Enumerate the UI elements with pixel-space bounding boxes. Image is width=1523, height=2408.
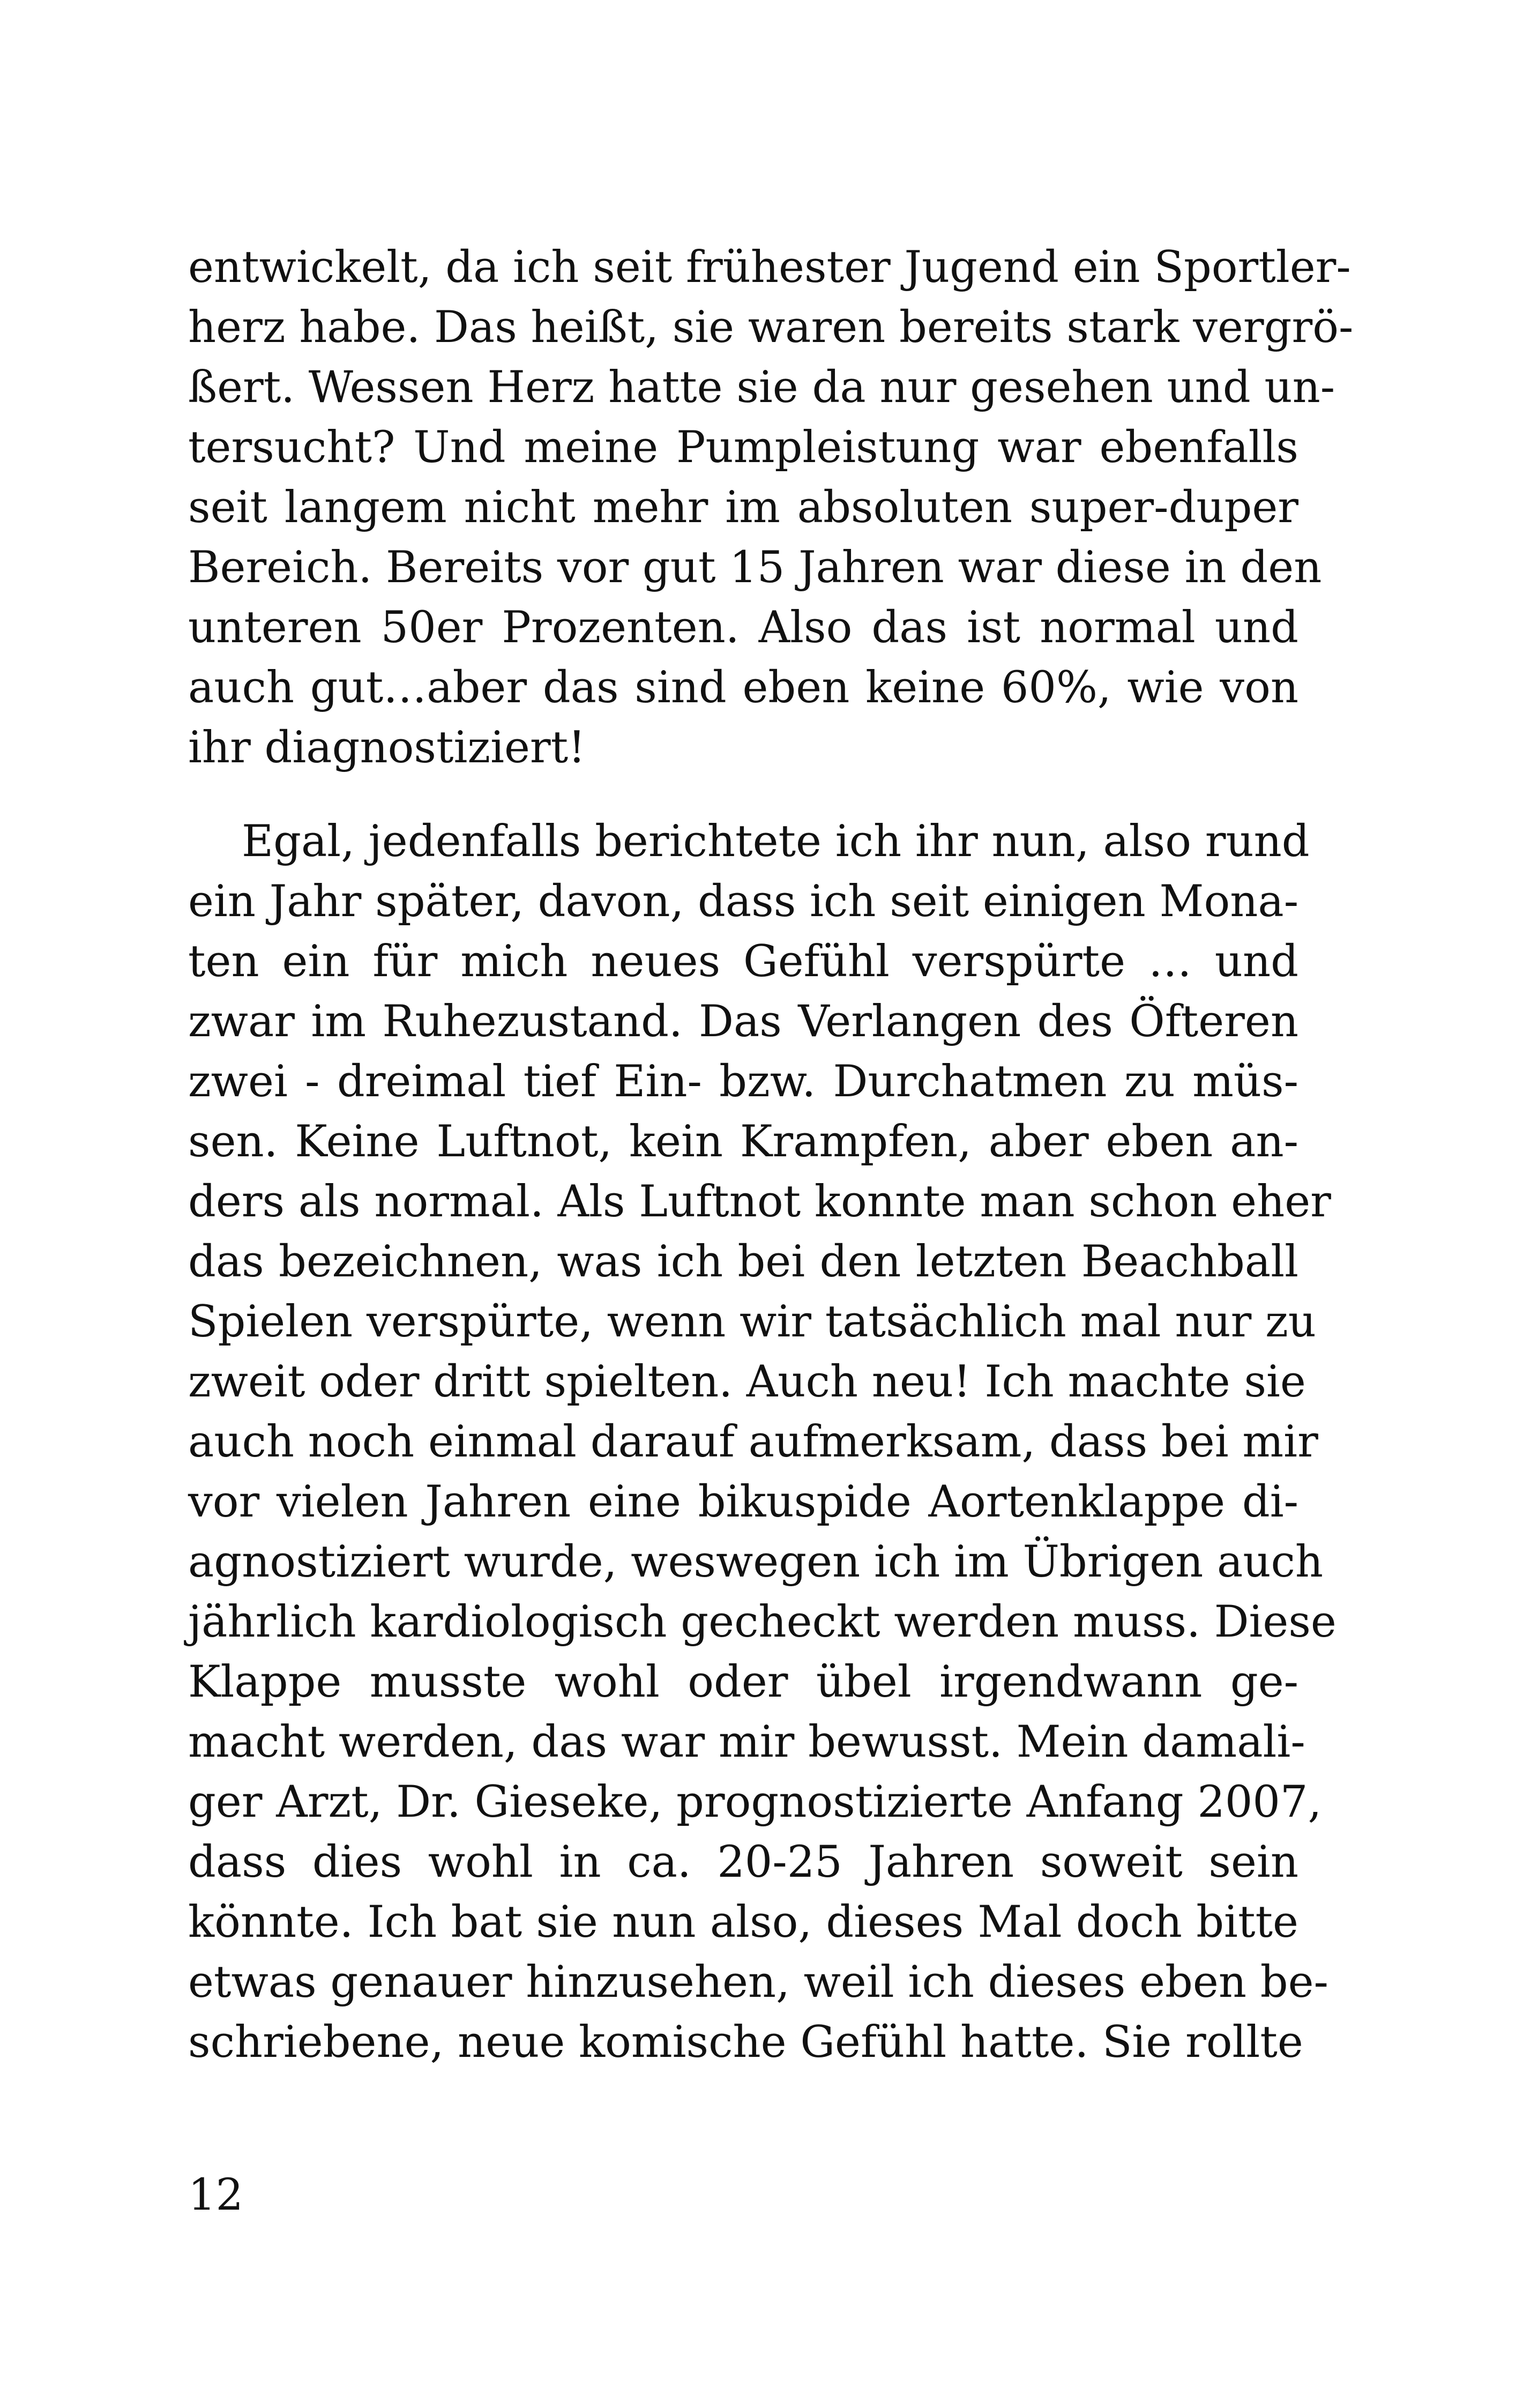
text-line: jährlich kardiologisch gecheckt werden muss. Diese <box>188 1597 1337 1647</box>
text-line: ten ein für mich neues Gefühl verspürte … und <box>188 937 1298 987</box>
text-line: vor vielen Jahren eine bikuspide Aortenklappe di- <box>188 1477 1298 1527</box>
text-line: zweit oder dritt spielten. Auch neu! Ich machte sie <box>188 1357 1306 1407</box>
text-line: dass dies wohl in ca. 20-25 Jahren soweit sein <box>188 1837 1298 1887</box>
text-line: auch noch einmal darauf aufmerksam, dass bei mir <box>188 1417 1318 1467</box>
text-line: ein Jahr später, davon, dass ich seit einigen Mona- <box>188 876 1299 927</box>
text-line: seit langem nicht mehr im absoluten super-duper <box>188 482 1298 533</box>
text-line: ger Arzt, Dr. Gieseke, prognostizierte Anfang 2007, <box>188 1777 1322 1827</box>
text-line: ders als normal. Als Luftnot konnte man schon eher <box>188 1177 1331 1227</box>
text-line: unteren 50er Prozenten. Also das ist normal und <box>188 603 1298 653</box>
paragraph-2 <box>188 812 1337 2072</box>
text-line: zwar im Ruhezustand. Das Verlangen des Öfteren <box>188 997 1298 1047</box>
text-line: sen. Keine Luftnot, kein Krampfen, aber eben an- <box>188 1117 1298 1167</box>
text-line: entwickelt, da ich seit frühester Jugend ein Sportler- <box>188 242 1351 293</box>
text-line: das bezeichnen, was ich bei den letzten Beachball <box>188 1237 1298 1287</box>
text-line: etwas genauer hinzusehen, weil ich dieses eben be- <box>188 1957 1328 2008</box>
text-line: schriebene, neue komische Gefühl hatte. Sie rollte <box>188 2017 1303 2068</box>
page-number: 12 <box>188 2170 244 2220</box>
text-line: auch gut…aber das sind eben keine 60%, wie von <box>188 663 1298 713</box>
text-line: ßert. Wessen Herz hatte sie da nur gesehen und un- <box>188 362 1335 413</box>
text-line: herz habe. Das heißt, sie waren bereits stark vergrö- <box>188 302 1354 353</box>
text-line: agnostiziert wurde, weswegen ich im Übrigen auch <box>188 1537 1324 1587</box>
text-line: Bereich. Bereits vor gut 15 Jahren war diese in den <box>188 542 1322 593</box>
text-line: ihr diagnostiziert! <box>188 723 586 773</box>
text-line: zwei - dreimal tief Ein- bzw. Durchatmen zu müs- <box>188 1057 1298 1107</box>
text-line: tersucht? Und meine Pumpleistung war ebenfalls <box>188 422 1298 473</box>
text-line: Spielen verspürte, wenn wir tatsächlich mal nur zu <box>188 1297 1316 1347</box>
text-line: macht werden, das war mir bewusst. Mein damali- <box>188 1717 1305 1767</box>
text-line: Egal, jedenfalls berichtete ich ihr nun, also rund <box>242 816 1310 867</box>
text-line: könnte. Ich bat sie nun also, dieses Mal doch bitte <box>188 1897 1298 1948</box>
paragraph-1 <box>188 237 1354 778</box>
text-line: Klappe musste wohl oder übel irgendwann ge- <box>188 1657 1298 1707</box>
